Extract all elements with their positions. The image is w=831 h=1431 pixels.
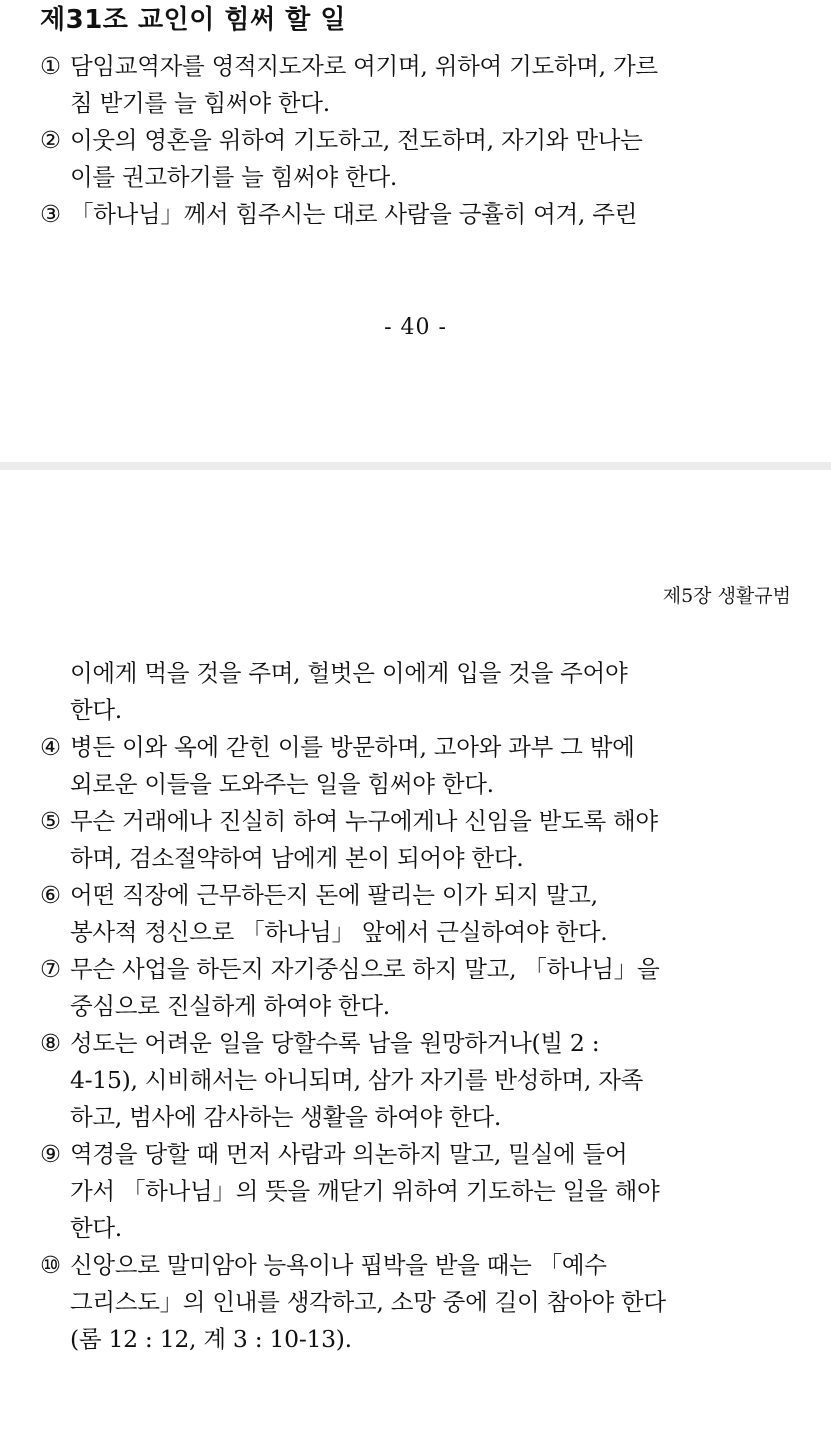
list-item: [40, 729, 792, 803]
item-number: ①: [40, 52, 61, 80]
page-number: - 40 -: [384, 315, 447, 340]
item-number: ②: [40, 126, 61, 154]
item-number: ⑩: [40, 1251, 61, 1279]
item-text: 역경을 당할 때 먼저 사람과 의논하지 말고, 밀실에 들어 가서 「하나님」의 뜻을 깨닫기 위하여 기도하는 일을 해야 한다.: [70, 1140, 660, 1242]
running-header: 제5장 생활규범: [662, 585, 791, 607]
item-number: ⑤: [40, 807, 61, 835]
item-text: 성도는 어려운 일을 당할수록 남을 원망하거나(빌 2 : 4-15), 시비해서는 아니되며, 삼가 자기를 반성하며, 자족 하고, 범사에 감사하는 생활을 하여야 한다.: [70, 1029, 644, 1131]
list-item: [40, 196, 792, 233]
list-item: [40, 803, 792, 877]
list-item: [40, 1025, 792, 1136]
item-number: ③: [40, 200, 61, 228]
item-text: 담임교역자를 영적지도자로 여기며, 위하여 기도하며, 가르 침 받기를 늘 힘써야 한다.: [70, 52, 658, 117]
item-number: ⑧: [40, 1029, 61, 1057]
item-number: ⑨: [40, 1140, 61, 1168]
item-number: ⑦: [40, 955, 61, 983]
item-continuation: 이에게 먹을 것을 주며, 헐벗은 이에게 입을 것을 주어야 한다.: [70, 659, 628, 724]
page-divider: [0, 462, 831, 470]
list-item: [40, 1136, 792, 1247]
article-items-top: [40, 48, 792, 233]
item-text: 이웃의 영혼을 위하여 기도하고, 전도하며, 자기와 만나는 이를 권고하기를 늘 힘써야 한다.: [70, 126, 643, 191]
article-title: 제31조 교인이 힘써 할 일: [40, 5, 346, 35]
item-text: 신앙으로 말미암아 능욕이나 핍박을 받을 때는 「예수 그리스도」의 인내를 생각하고, 소망 중에 길이 참아야 한다 (롬 12 : 12, 계 3 : 10-13).: [70, 1251, 666, 1353]
item-text: 병든 이와 옥에 갇힌 이를 방문하며, 고아와 과부 그 밖에 외로운 이들을 도와주는 일을 힘써야 한다.: [70, 733, 635, 798]
list-item: [40, 48, 792, 122]
item-number: ⑥: [40, 881, 61, 909]
list-item: [40, 877, 792, 951]
item-text: 「하나님」께서 힘주시는 대로 사람을 긍휼히 여겨, 주린: [70, 200, 638, 228]
list-item: [40, 122, 792, 196]
article-items-bottom: [40, 655, 792, 1358]
list-item: [40, 951, 792, 1025]
item-text: 무슨 거래에나 진실히 하여 누구에게나 신임을 받도록 해야 하며, 검소절약하여 남에게 본이 되어야 한다.: [70, 807, 658, 872]
list-item: [40, 1247, 792, 1358]
item-text: 무슨 사업을 하든지 자기중심으로 하지 말고, 「하나님」을 중심으로 진실하게 하여야 한다.: [70, 955, 660, 1020]
item-text: 어떤 직장에 근무하든지 돈에 팔리는 이가 되지 말고, 봉사적 정신으로 「하나님」 앞에서 근실하여야 한다.: [70, 881, 608, 946]
item-number: ④: [40, 733, 61, 761]
